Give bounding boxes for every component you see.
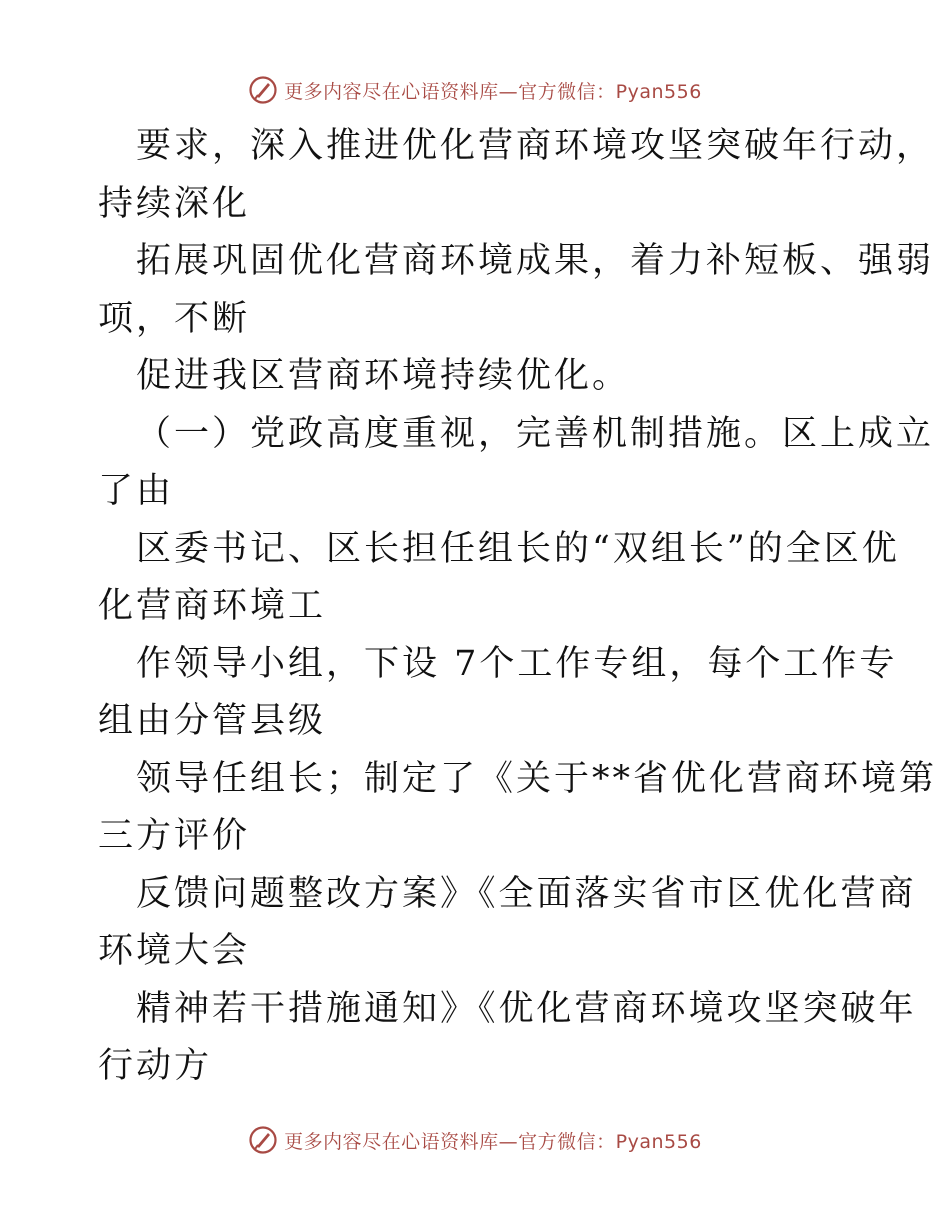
document-body <box>98 118 938 1096</box>
body-line: 拓展巩固优化营商环境成果，着力补短板、强弱 <box>136 241 935 281</box>
header-banner-text: 更多内容尽在心语资料库—官方微信：Pyan556 <box>284 80 702 103</box>
body-line: 要求，深入推进优化营商环境攻坚突破年行动， <box>136 126 935 166</box>
footer-banner <box>0 1122 950 1158</box>
body-line: 区委书记、区长担任组长的“双组长”的全区优 <box>136 528 900 569</box>
body-line: 三方评价 <box>98 816 251 856</box>
body-line: 持续深化 <box>98 183 251 224</box>
footer-banner-text: 更多内容尽在心语资料库—官方微信：Pyan556 <box>284 1130 702 1153</box>
quill-pen-logo-icon <box>248 75 278 105</box>
body-line: 行动方 <box>98 1046 213 1086</box>
body-line: 了由 <box>98 471 175 511</box>
body-line: 领导任组长；制定了《关于**省优化营商环境第 <box>136 758 938 799</box>
body-line: 化营商环境工 <box>98 586 327 626</box>
quill-pen-logo-icon <box>248 1125 278 1155</box>
body-line: 精神若干措施通知》《优化营商环境攻坚突破年 <box>136 988 917 1029</box>
header-banner <box>0 72 950 108</box>
body-line: 反馈问题整改方案》《全面落实省市区优化营商 <box>136 873 917 914</box>
body-line: 作领导小组，下设 7个工作专组，每个工作专 <box>136 643 898 684</box>
body-line: （一）党政高度重视，完善机制措施。区上成立 <box>136 413 935 454</box>
body-line: 组由分管县级 <box>98 701 327 741</box>
body-line: 项，不断 <box>98 298 251 339</box>
body-line: 促进我区营商环境持续优化。 <box>136 356 631 396</box>
body-line: 环境大会 <box>98 931 251 971</box>
